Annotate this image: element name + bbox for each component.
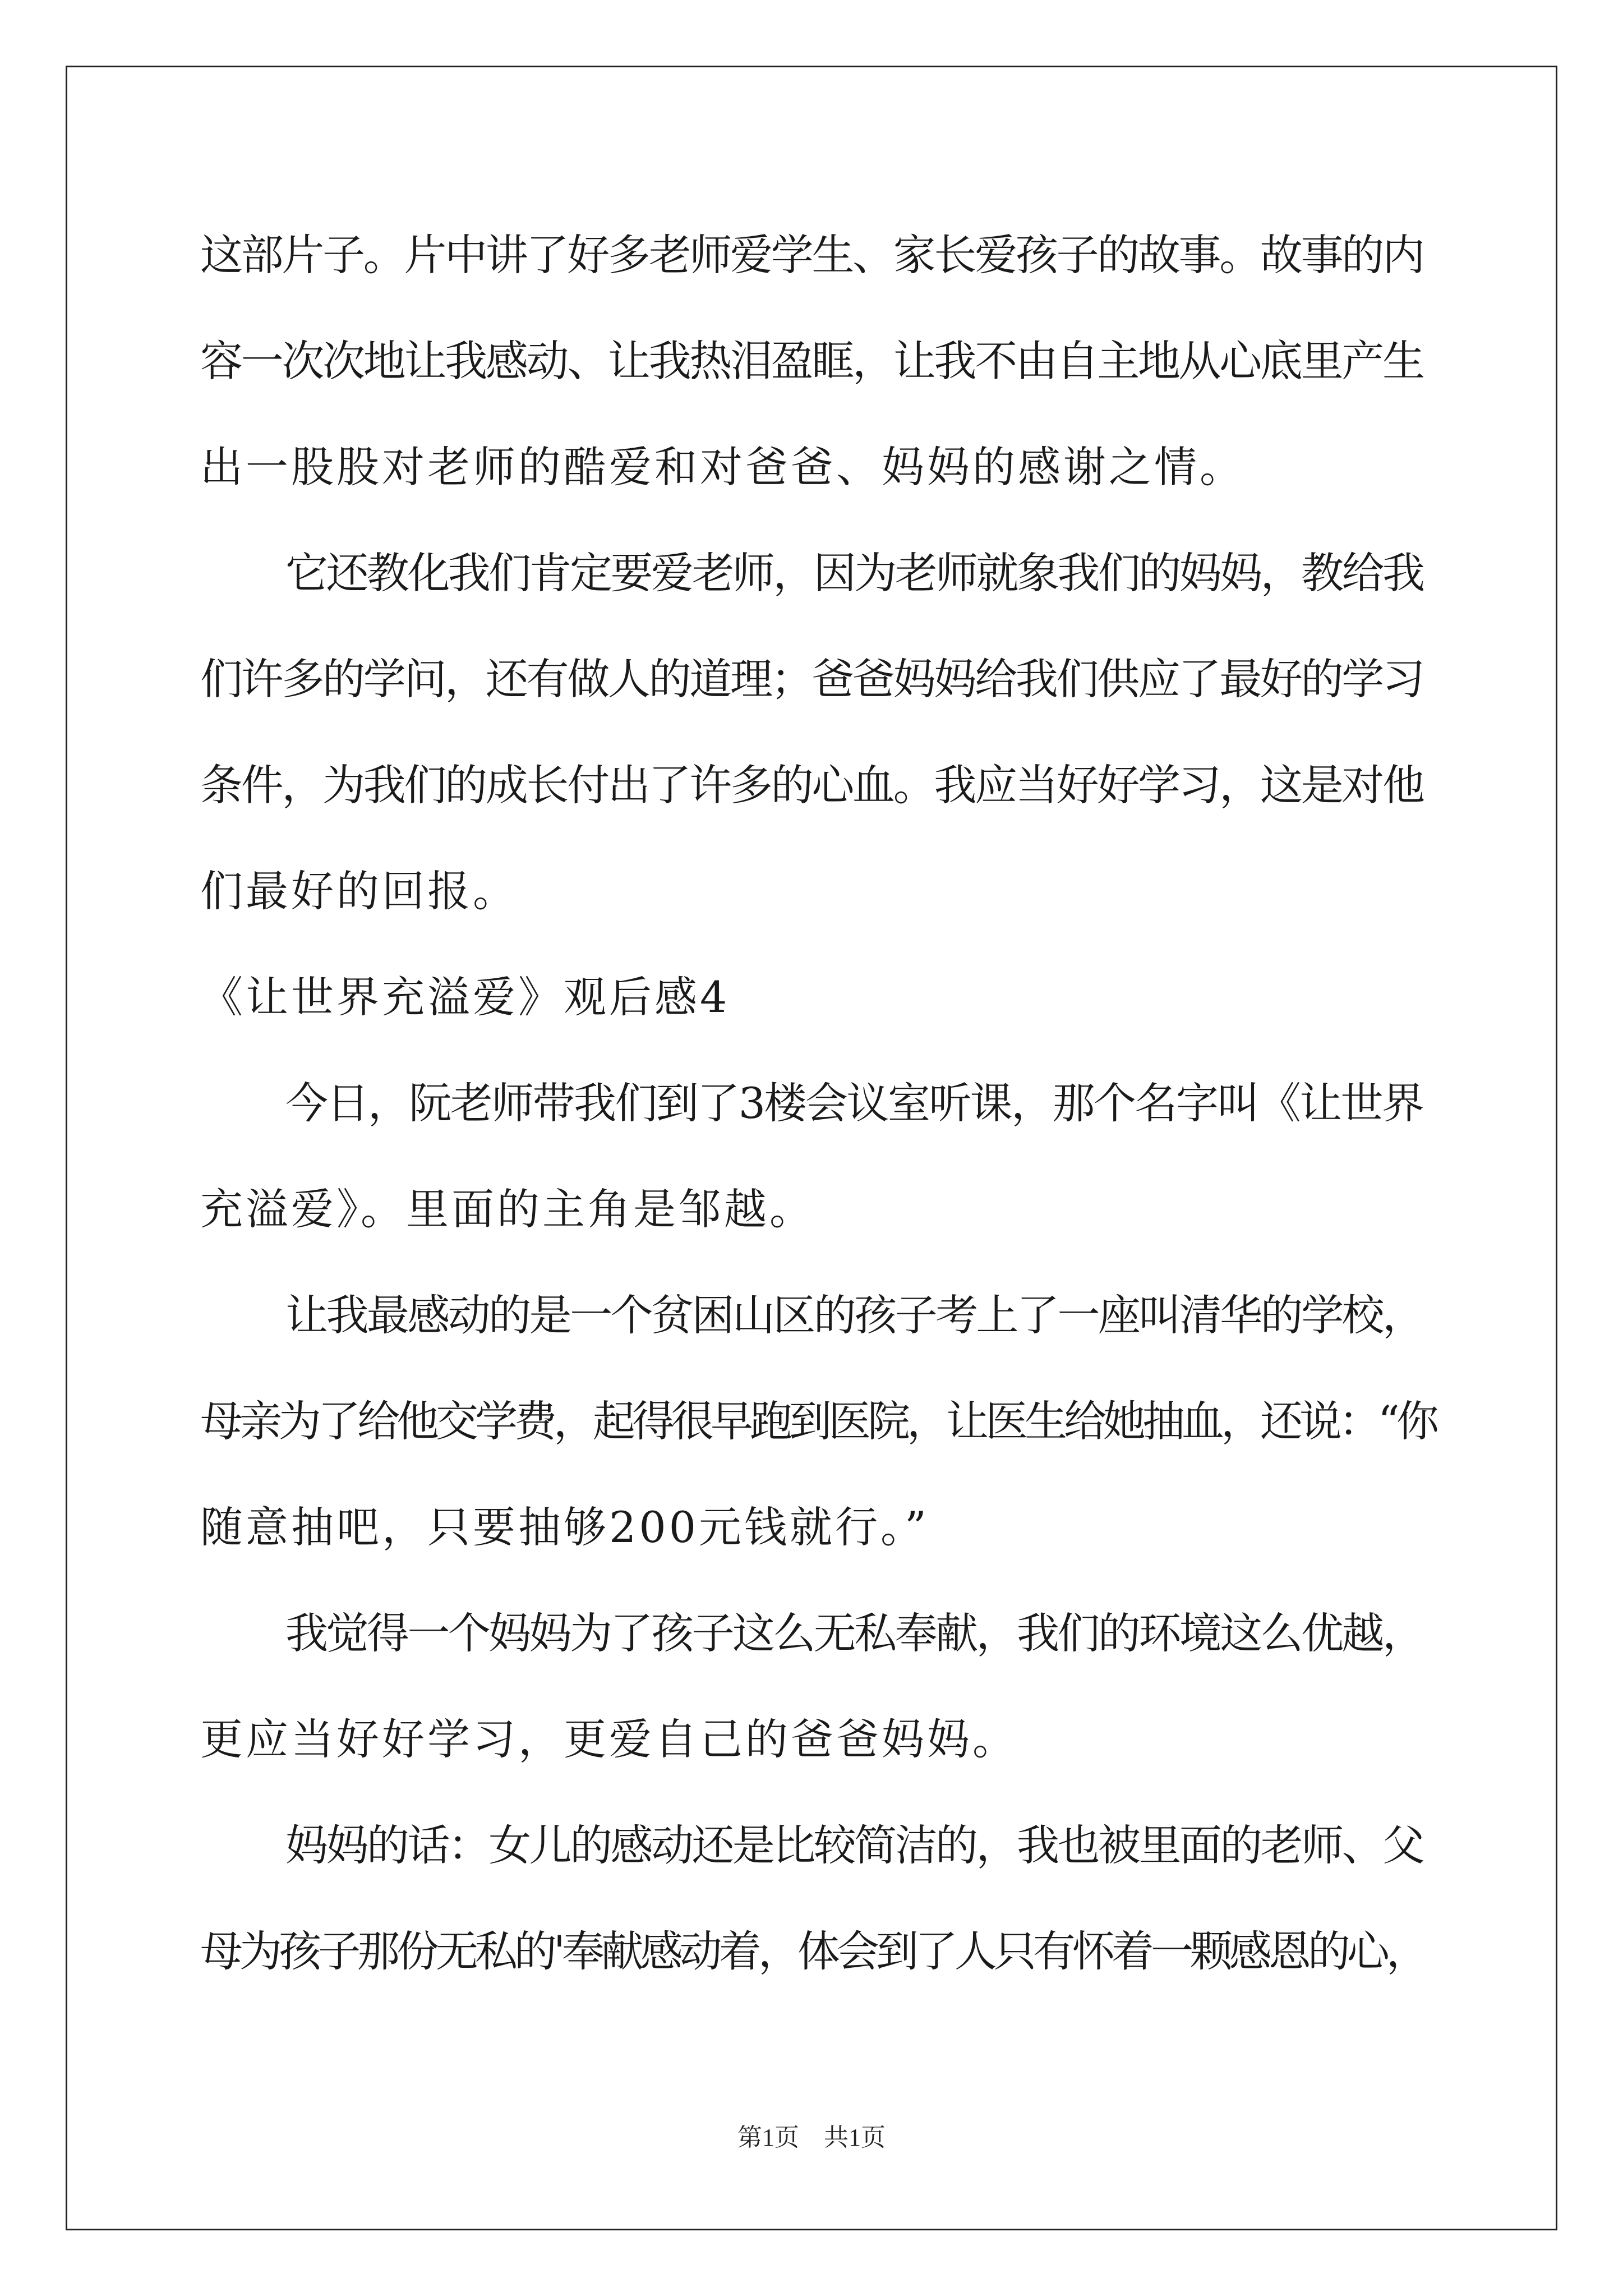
text-line: 容一次次地让我感动、让我热泪盈眶，让我不由自主地从心底里产生: [200, 336, 1423, 386]
text-line: 母为孩子那份无私的'奉献感动着，体会到了人只有怀着一颗感恩的心，: [200, 1926, 1426, 1976]
text-line: 这部片子。片中讲了好多老师爱学生、家长爱孩子的故事。故事的内: [200, 230, 1423, 280]
text-line: 出一股股对老师的酷爱和对爸爸、妈妈的感谢之情。: [200, 442, 1245, 492]
text-line: 随意抽吧，只要抽够200元钱就行。”: [200, 1502, 929, 1552]
text-line: 妈妈的话：女儿的感动还是比较简洁的，我也被里面的老师、父: [285, 1820, 1423, 1870]
text-line: 母亲为了给他交学费，起得很早跑到医院，让医生给她抽血，还说：“你: [200, 1396, 1436, 1446]
document-body: [200, 202, 1436, 2004]
text-line: 条件，为我们的成长付出了许多的心血。我应当好好学习，这是对他: [200, 760, 1423, 810]
text-line: 更应当好好学习，更爱自己的爸爸妈妈。: [200, 1714, 1018, 1764]
page-number-footer: 第1页 共1页: [737, 2124, 886, 2151]
text-line: 今日，阮老师带我们到了3楼会议室听课，那个名字叫《让世界: [285, 1078, 1423, 1128]
text-line: 它还教化我们肯定要爱老师，因为老师就象我们的妈妈，教给我: [285, 548, 1423, 598]
text-line: 充溢爱》。里面的主角是邹越。: [200, 1184, 815, 1234]
text-line: 们许多的学问，还有做人的道理；爸爸妈妈给我们供应了最好的学习: [200, 654, 1423, 704]
text-line: 们最好的回报。: [200, 866, 518, 916]
section-heading: 《让世界充溢爱》观后感4: [200, 972, 730, 1022]
text-line: 我觉得一个妈妈为了孩子这么无私奉献，我们的环境这么优越，: [285, 1608, 1423, 1658]
text-line: 让我最感动的是一个贫困山区的孩子考上了一座叫清华的学校，: [285, 1290, 1423, 1340]
